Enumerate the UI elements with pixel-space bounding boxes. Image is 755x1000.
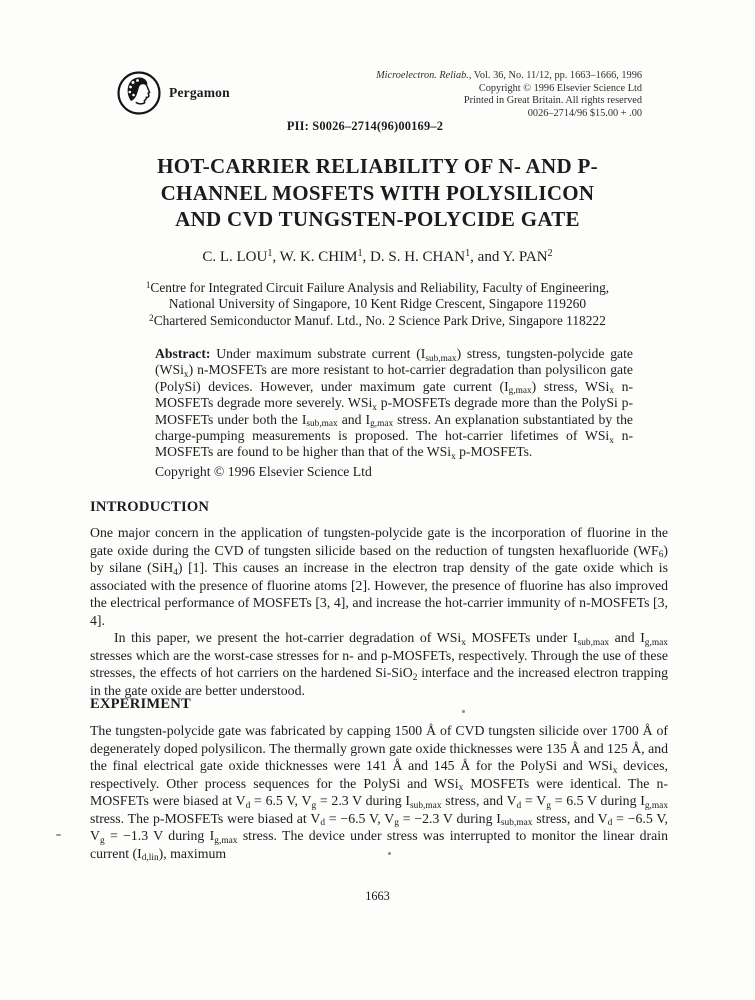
- scan-artifact-dot: [388, 852, 391, 855]
- abstract-copyright: Copyright © 1996 Elsevier Science Ltd: [155, 463, 372, 479]
- section-heading-experiment: EXPERIMENT: [90, 696, 191, 712]
- paper-title: [0, 153, 755, 233]
- journal-printed-line: Printed in Great Britain. All rights reserved: [463, 95, 642, 106]
- abstract-block: [155, 346, 633, 480]
- journal-info: [376, 70, 642, 120]
- title-line-3: AND CVD TUNGSTEN-POLYCIDE GATE: [175, 207, 580, 231]
- authors-line: C. L. LOU$^1$, W. K. CHIM$^1$, D. S. H. CHAN$^1$, and Y. PAN$^2$: [202, 248, 553, 265]
- experiment-body: [90, 722, 668, 862]
- introduction-body: [90, 524, 668, 699]
- scan-artifact-dot: [462, 710, 465, 713]
- pergamon-logo-icon: [116, 70, 162, 116]
- journal-citation-line: Microelectron. Reliab., Vol. 36, No. 11/12, pp. 1663–1666, 1996: [376, 70, 642, 81]
- affiliations: [0, 280, 755, 329]
- affiliation-line-1: $^1$Centre for Integrated Circuit Failure Analysis and Reliability, Faculty of Engineering,: [145, 279, 610, 295]
- publisher-name: Pergamon: [169, 85, 230, 100]
- abstract-text: Abstract: Under maximum substrate current $(I_{sub,max})$ stress, tungsten-polycide gate (WSi$_x$) n-MOSFETs are more resistant to hot-carrier degradation than polysilicon gate (PolySi) devices. However, under maximum gate current $(I_{g,max})$ stress, WSi$_x$ n-MOSFETs degrade more severely. WSi$_x$ p-MOSFETs degrade more than the PolySi p-MOSFETs under both the $I_{sub,max}$ and $I_{g,max}$ stress. An explanation substantiated by the charge-pumping measurements is proposed. The hot-carrier lifetimes of WSi$_x$ n-MOSFETs are found to be higher than that of the WSi$_x$ p-MOSFETs.: [155, 346, 634, 463]
- section-heading-introduction: INTRODUCTION: [90, 499, 210, 515]
- affiliation-line-3: $^2$Chartered Semiconductor Manuf. Ltd., No. 2 Science Park Drive, Singapore 118222: [149, 312, 606, 328]
- journal-issn-line: 0026–2714/96 $15.00 + .00: [527, 107, 642, 119]
- introduction-paragraph-1: One major concern in the application of tungsten-polycide gate is the incorporation of fluorine in the gate oxide during the CVD of tungsten silicide based on the reduction of tungsten hexafluoride $(WF_6)$ by silane (SiH$_4$) [1]. This causes an increase in the electron trap density of the gate oxide which is associated with the presence of fluorine atoms [2]. However, the presence of fluorine has also improved the electrical performance of MOSFETs [3, 4], and increase the hot-carrier immunity of n-MOSFETs [3, 4].: [90, 525, 668, 628]
- pergamon-logo: [116, 70, 230, 116]
- title-line-2: CHANNEL MOSFETS WITH POLYSILICON: [160, 180, 595, 205]
- experiment-paragraph-1: The tungsten-polycide gate was fabricated by capping 1500 Å of CVD tungsten silicide over 1700 Å of degenerately doped polysilicon. The thermally grown gate oxide thicknesses were 135 Å and 125 Å, and the final electrical gate oxide thicknesses were 141 Å and 145 Å for the PolySi and WSi$_x$ devices, respectively. Other process sequences for the PolySi and WSi$_x$ MOSFETs were identical. The n-MOSFETs were biased at $V_d = 6.5$ V, $V_g = 2.3$ V during $I_{sub,max}$ stress, and $V_d = V_g = 6.5$ V during $I_{g,max}$ stress. The p-MOSFETs were biased at $V_d = -6.5$ V, $V_g = -2.3$ V during $I_{sub,max}$ stress, and $V_d = -6.5$ V, $V_g = -1.3$ V during $I_{g,max}$ stress. The device under stress was interrupted to monitor the linear drain current $(I_{d,lin})$, maximum: [90, 723, 669, 864]
- affiliation-line-2: National University of Singapore, 10 Kent Ridge Crescent, Singapore 119260: [168, 296, 587, 312]
- title-line-1: HOT-CARRIER RELIABILITY OF N- AND P-: [157, 154, 598, 178]
- pii-line: PII: S0026–2714(96)00169–2: [286, 119, 444, 133]
- page-number: 1663: [365, 889, 390, 903]
- introduction-paragraph-2: In this paper, we present the hot-carrier degradation of WSi$_x$ MOSFETs under $I_{sub,max}$ and $I_{g,max}$ stresses which are the worst-case stresses for n- and p-MOSFETs, respectively. Through the use of these stresses, the effects of hot carriers on the hardened Si-SiO$_2$ interface and the increased electron trapping in the gate oxide are better understood.: [90, 630, 668, 698]
- scan-artifact-dash: [56, 834, 61, 836]
- journal-copyright-line: Copyright © 1996 Elsevier Science Ltd: [478, 82, 642, 94]
